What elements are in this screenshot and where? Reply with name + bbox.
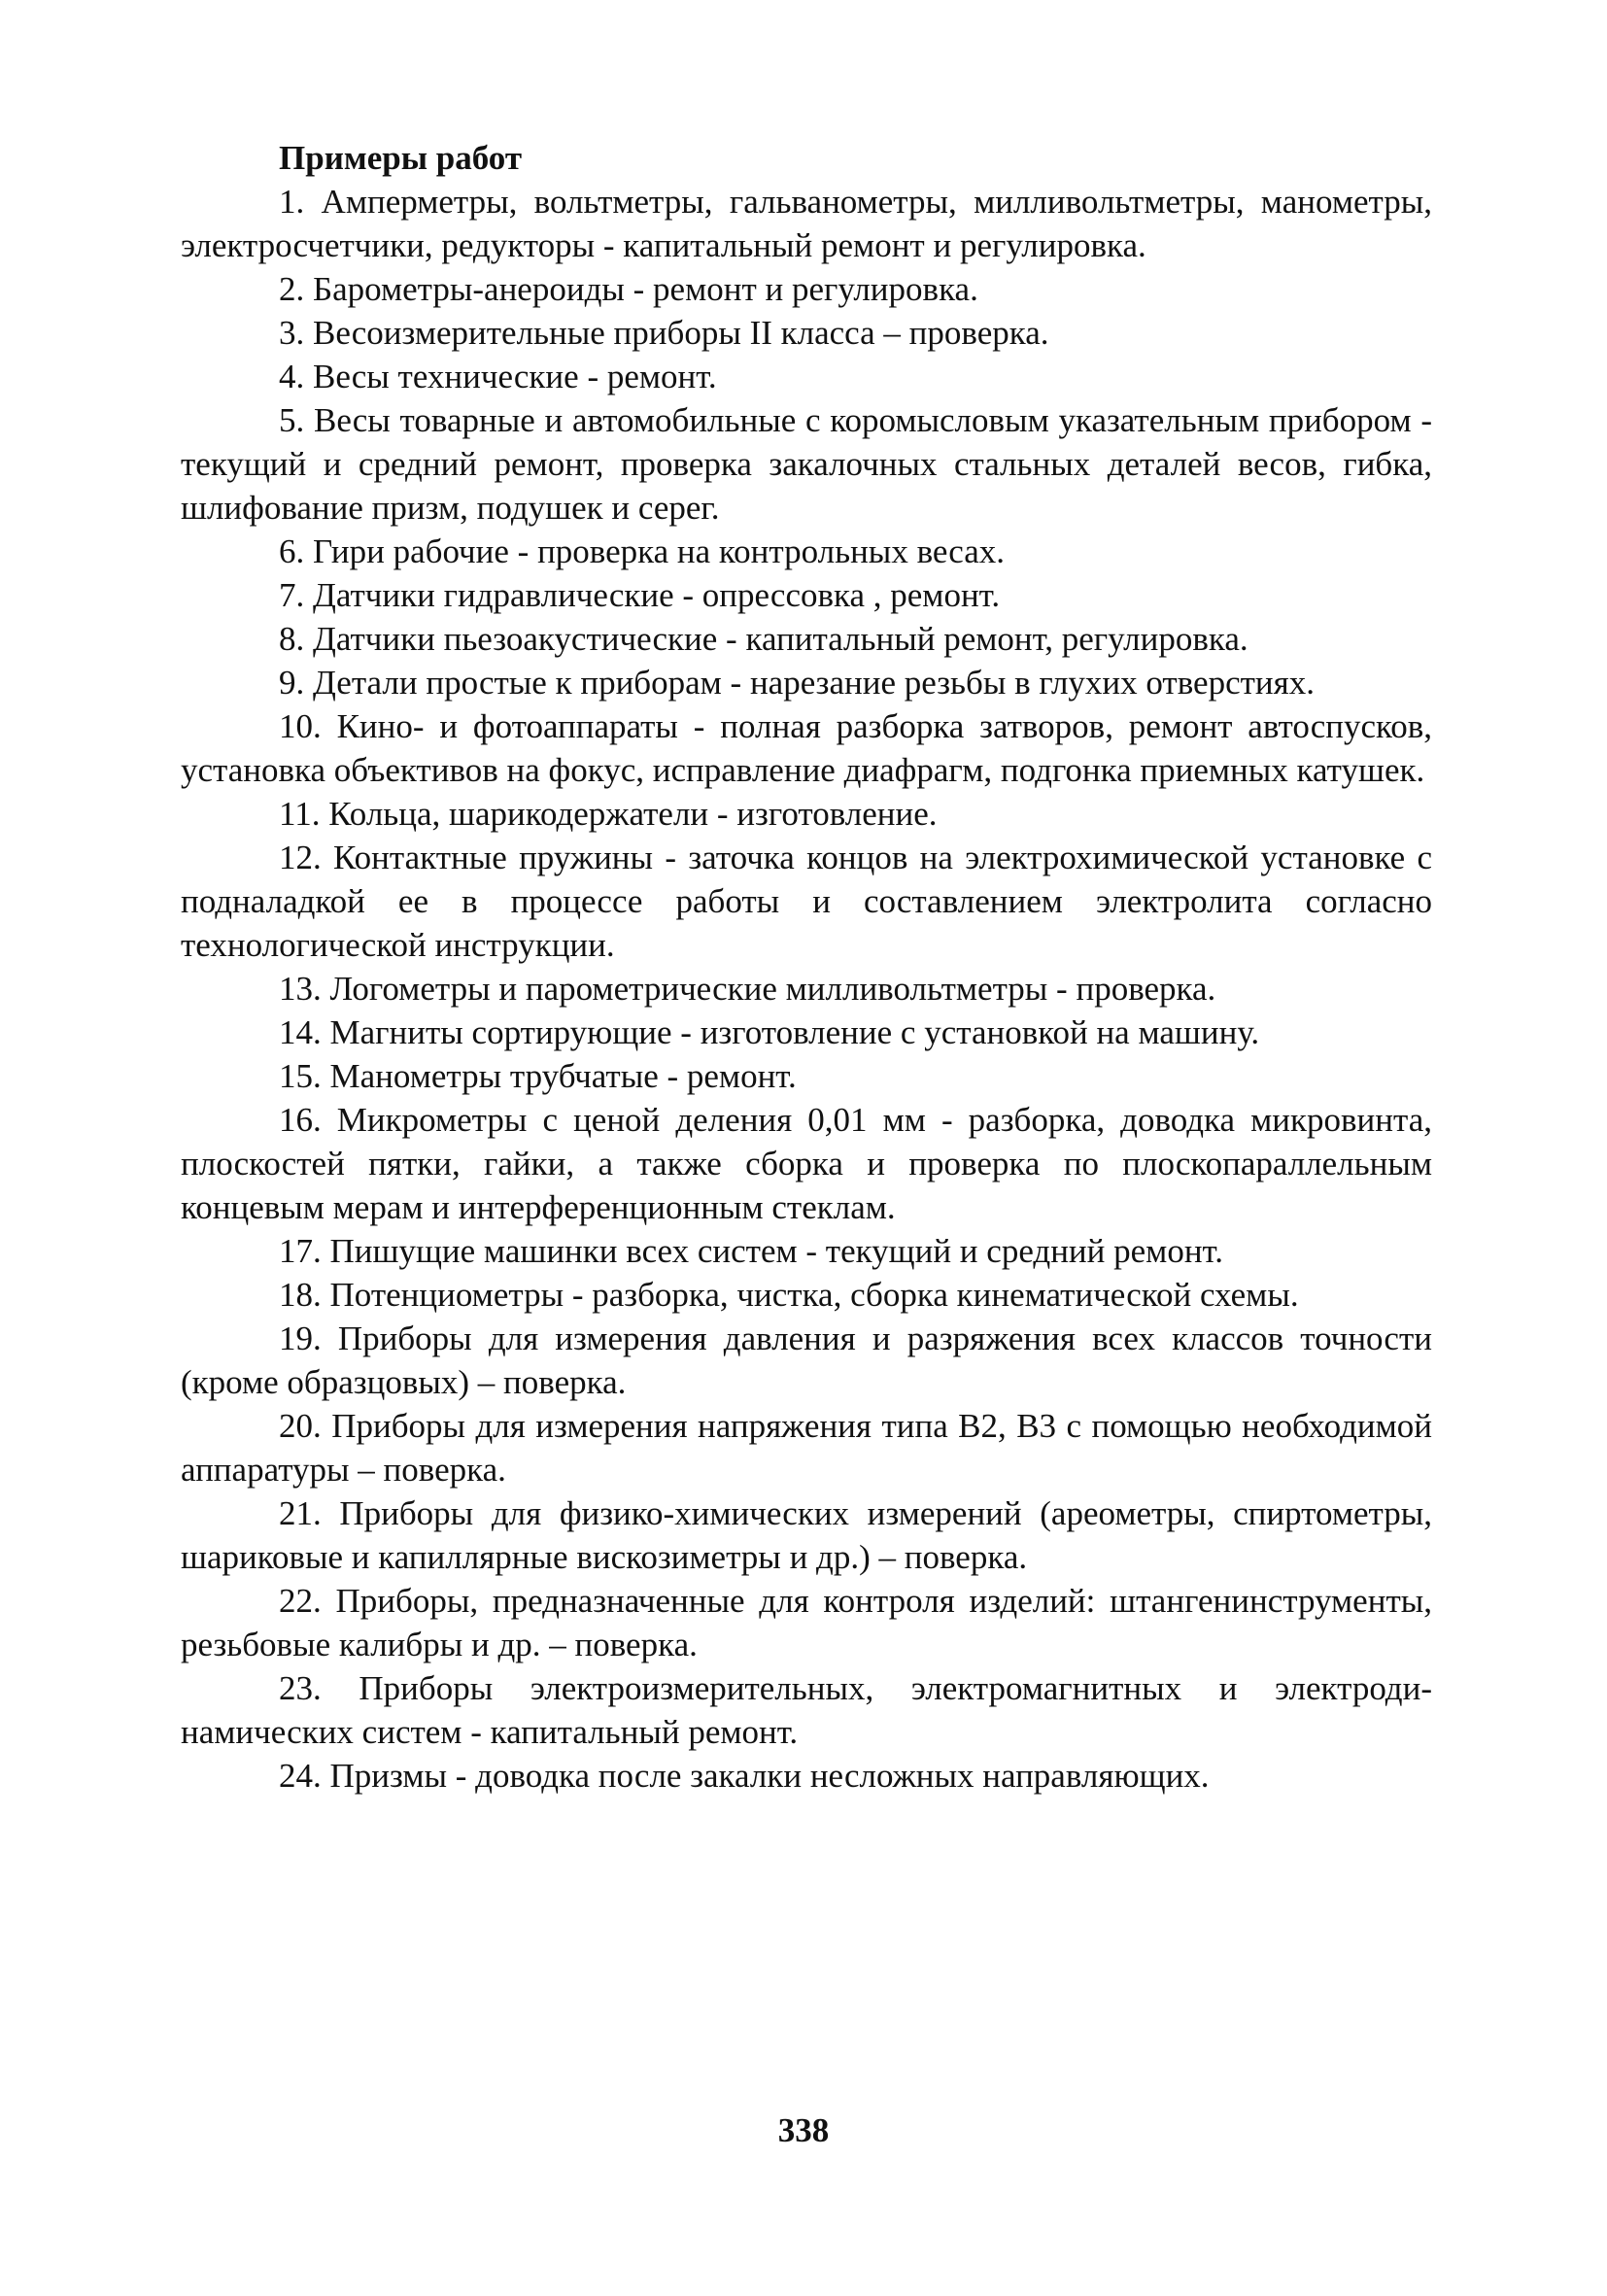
list-item: 21. Приборы для физико-химических измерений (ареометры, спиртометры, шариковые и капиллярные вискозиметры и др.) – поверка. (181, 1494, 1432, 1576)
list-item: 7. Датчики гидравлические - опрессовка , ремонт. (279, 576, 1001, 614)
list-item: 24. Призмы - доводка после закалки несложных направляющих. (279, 1757, 1210, 1795)
list-item: 6. Гири рабочие - проверка на контрольных весах. (279, 532, 1006, 570)
list-item: 19. Приборы для измерения давления и разряжения всех классов точности (кроме образцовых) – поверка. (181, 1319, 1432, 1401)
list-item: 11. Кольца, шарикодержатели - изготовление. (279, 795, 938, 833)
list-item: 15. Манометры трубчатые - ремонт. (279, 1057, 797, 1095)
list-item: 2. Барометры-анероиды - ремонт и регулировка. (279, 270, 978, 308)
list-item: 17. Пишущие машинки всех систем - текущий и средний ремонт. (279, 1232, 1223, 1270)
work-examples-list (181, 180, 1432, 1798)
list-item: 10. Кино- и фотоаппараты - полная разборка затворов, ремонт автоспусков, установка объективов на фокус, исправление диафрагм, подгонка приемных катушек. (181, 707, 1432, 789)
list-item: 12. Контактные пружины - заточка концов на электрохимической установке с подналадкой ее в процессе работы и составлением электролита согласно технологической инструкции. (181, 839, 1432, 964)
page-content (181, 136, 1432, 1798)
section-heading: Примеры работ (279, 139, 523, 177)
list-item: 20. Приборы для измерения напряжения типа В2, В3 с помощью необходимой аппаратуры – поверка. (181, 1407, 1432, 1489)
list-item: 14. Магниты сортирующие - изготовление с установкой на машину. (279, 1013, 1260, 1051)
list-item: 3. Весоизмерительные приборы II класса – проверка. (279, 314, 1049, 352)
list-item: 8. Датчики пьезоакустические - капитальный ремонт, регулировка. (279, 620, 1248, 658)
list-item: 16. Микрометры с ценой деления 0,01 мм - разборка, доводка микровинта, плоскостей пятки, гайки, а также сборка и проверка по плоскопараллельным концевым мерам и интерференционным стеклам. (181, 1101, 1432, 1226)
list-item: 22. Приборы, предназначенные для контроля изделий: штангенинструменты, резьбовые калибры и др. – поверка. (181, 1582, 1432, 1663)
list-item: 5. Весы товарные и автомобильные с коромысловым указательным прибором - текущий и средний ремонт, проверка закалочных стальных деталей весов, гибка, шлифование призм, подушек и серег. (181, 401, 1432, 527)
list-item: 9. Детали простые к приборам - нарезание резьбы в глухих отверстиях. (279, 664, 1315, 702)
list-item: 23. Приборы электроизмерительных, электромагнитных и электродинамических систем - капитальный ремонт. (181, 1669, 1432, 1751)
list-item: 4. Весы технические - ремонт. (279, 358, 717, 395)
list-item: 13. Логометры и парометрические милливольтметры - проверка. (279, 970, 1216, 1008)
list-item: 1. Амперметры, вольтметры, гальванометры, милливольтметры, манометры, электросчетчики, редукторы - капитальный ремонт и регулировка. (181, 183, 1432, 264)
page-number: 338 (777, 2111, 830, 2149)
list-item: 18. Потенциометры - разборка, чистка, сборка кинематической схемы. (279, 1276, 1299, 1314)
